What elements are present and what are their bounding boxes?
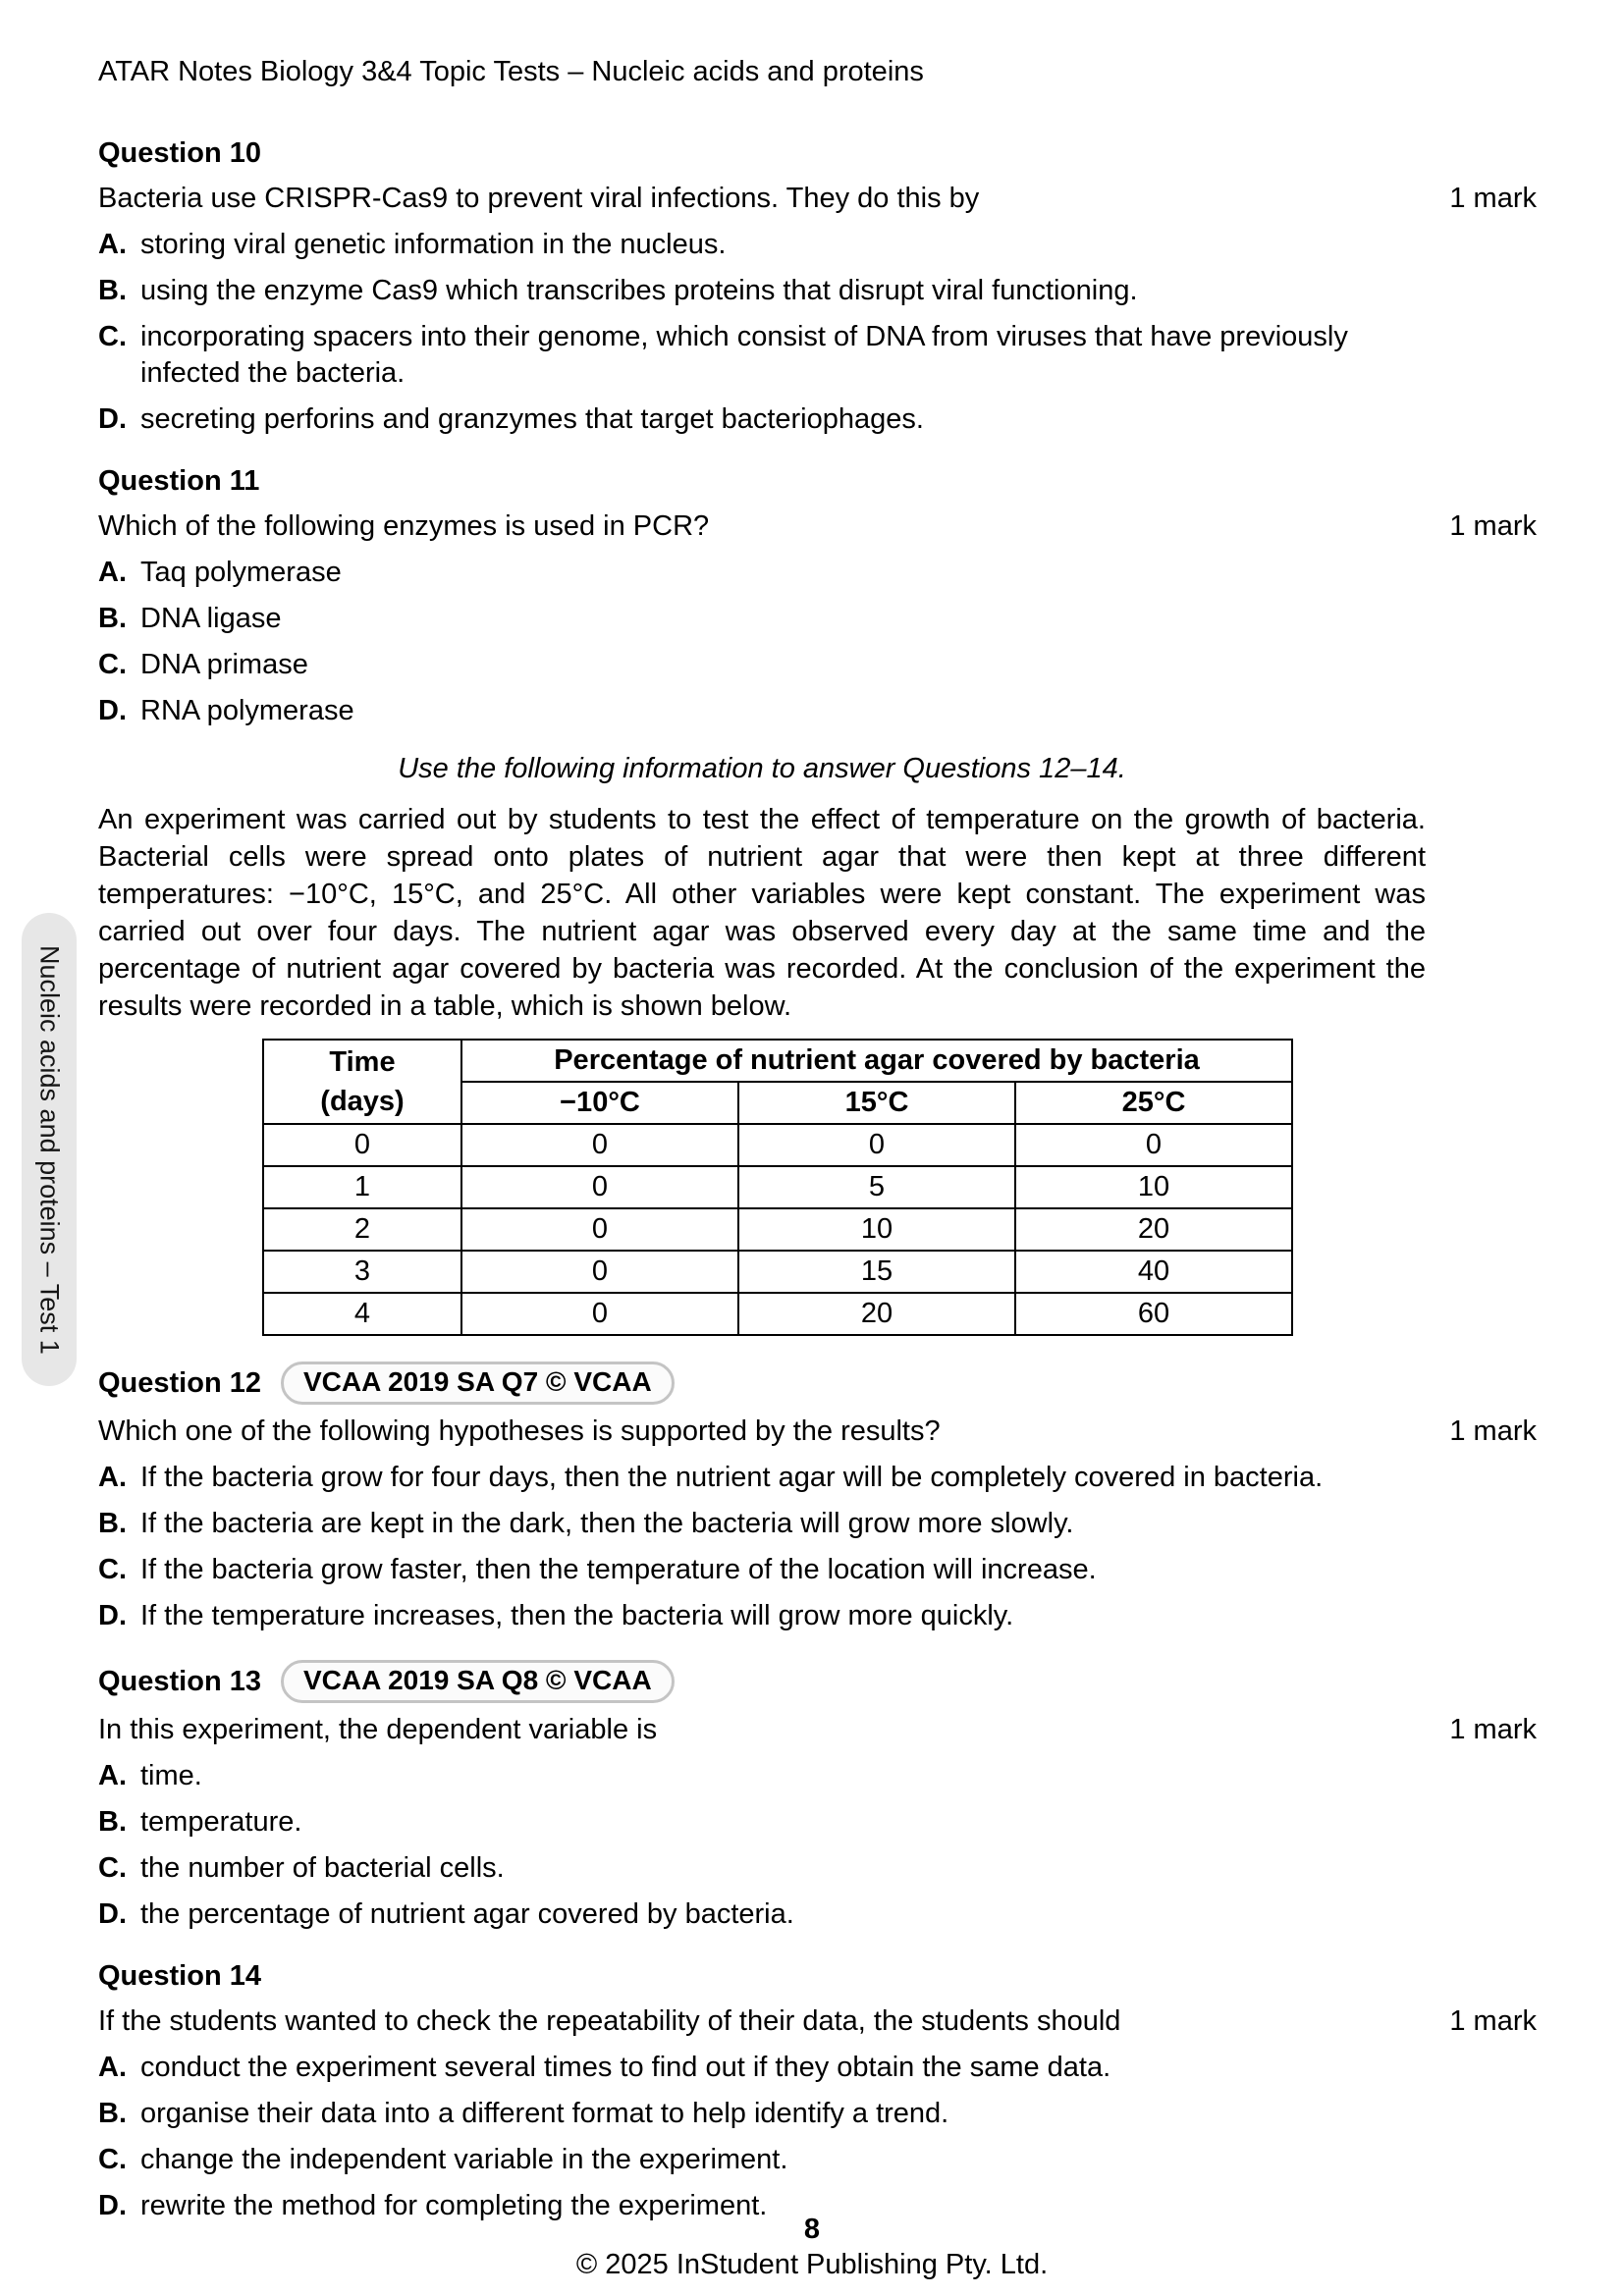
document-header: ATAR Notes Biology 3&4 Topic Tests – Nucleic acids and proteins — [98, 56, 924, 87]
vcaa-source-badge: VCAA 2019 SA Q7 © VCAA — [281, 1362, 675, 1405]
table-cell: 60 — [1015, 1293, 1292, 1335]
option-text: If the temperature increases, then the bacteria will grow more quickly. — [140, 1600, 1014, 1631]
marks-label: 1 mark — [1449, 1714, 1537, 1745]
table-header-temp-minus10: −10°C — [461, 1082, 738, 1124]
option-text: DNA primase — [140, 649, 308, 680]
option-row — [98, 693, 1537, 729]
option-row — [98, 1896, 1537, 1933]
question-12-options — [98, 1460, 1537, 1634]
question-12-heading — [98, 1362, 1537, 1405]
option-row — [98, 1850, 1537, 1887]
option-letter: B. — [98, 603, 127, 634]
option-text: conduct the experiment several times to find out if they obtain the same data. — [140, 2052, 1111, 2083]
question-14-prompt-row — [98, 2003, 1537, 2040]
option-row — [98, 2142, 1537, 2178]
question-10-heading — [98, 135, 1537, 172]
page-number: 8 — [803, 2214, 821, 2245]
table-cell: 10 — [738, 1208, 1015, 1251]
question-14 — [98, 1958, 1537, 2224]
question-prompt: In this experiment, the dependent variable is — [98, 1714, 658, 1745]
option-letter: B. — [98, 1508, 127, 1539]
stimulus-instruction: Use the following information to answer Questions 12–14. — [398, 753, 1126, 784]
option-text: the percentage of nutrient agar covered by bacteria. — [140, 1898, 794, 1930]
results-table — [262, 1039, 1293, 1336]
table-row — [263, 1293, 1292, 1335]
question-prompt: Which one of the following hypotheses is supported by the results? — [98, 1415, 941, 1447]
table-cell: 4 — [263, 1293, 461, 1335]
option-row — [98, 273, 1537, 309]
question-14-heading — [98, 1958, 1537, 1995]
option-text: using the enzyme Cas9 which transcribes proteins that disrupt viral functioning. — [140, 275, 1138, 306]
option-text: Taq polymerase — [140, 557, 342, 588]
option-letter: D. — [98, 403, 127, 435]
option-letter: B. — [98, 275, 127, 306]
option-letter: C. — [98, 1554, 127, 1585]
question-14-options — [98, 2050, 1537, 2224]
table-cell: 10 — [1015, 1166, 1292, 1208]
option-row — [98, 1460, 1537, 1496]
question-number: Question 11 — [98, 465, 260, 497]
question-13-options — [98, 1758, 1537, 1933]
table-row — [263, 1208, 1292, 1251]
option-text: If the bacteria are kept in the dark, then the bacteria will grow more slowly. — [140, 1508, 1074, 1539]
stimulus-passage: An experiment was carried out by students to test the effect of temperature on the growth of bacteria. Bacterial cells were spread onto plates of nutrient agar that were then kept at three different temperatures: −10°C, 15°C, and 25°C. All other variables were kept constant. The experiment was carried out over four days. The nutrient agar was observed every day at the same time and the percentage of nutrient agar covered by bacteria was recorded. At the conclusion of the experiment the results were recorded in a table, which is shown below. — [98, 804, 1426, 1022]
table-header-span: Percentage of nutrient agar covered by bacteria — [461, 1040, 1292, 1082]
table-cell: 0 — [461, 1166, 738, 1208]
table-cell: 2 — [263, 1208, 461, 1251]
table-cell: 20 — [738, 1293, 1015, 1335]
option-letter: C. — [98, 321, 127, 352]
table-header-time-line1: Time — [329, 1046, 396, 1078]
option-letter: C. — [98, 1852, 127, 1884]
option-text: incorporating spacers into their genome, which consist of DNA from viruses that have previously infected the bacteria. — [140, 321, 1348, 389]
table-header-row — [263, 1040, 1292, 1082]
option-text: If the bacteria grow for four days, then the nutrient agar will be completely covered in bacteria. — [140, 1462, 1324, 1493]
question-10-prompt-row — [98, 181, 1537, 217]
option-row — [98, 1552, 1537, 1588]
option-row — [98, 1598, 1537, 1634]
page-footer — [0, 2212, 1624, 2282]
table-row — [263, 1251, 1292, 1293]
table-row — [263, 1166, 1292, 1208]
option-letter: D. — [98, 1898, 127, 1930]
option-letter: C. — [98, 649, 127, 680]
table-header-time — [263, 1040, 461, 1124]
table-cell: 0 — [263, 1124, 461, 1166]
option-text: RNA polymerase — [140, 695, 354, 726]
question-13 — [98, 1660, 1537, 1933]
option-letter: B. — [98, 1806, 127, 1838]
table-cell: 3 — [263, 1251, 461, 1293]
option-text: DNA ligase — [140, 603, 282, 634]
option-letter: C. — [98, 2144, 127, 2175]
table-cell: 0 — [461, 1251, 738, 1293]
option-row — [98, 647, 1537, 683]
option-letter: A. — [98, 1462, 127, 1493]
table-header-time-line2: (days) — [320, 1086, 405, 1117]
table-cell: 40 — [1015, 1251, 1292, 1293]
option-letter: D. — [98, 1600, 127, 1631]
option-row — [98, 227, 1537, 263]
option-letter: A. — [98, 2052, 127, 2083]
marks-label: 1 mark — [1449, 1415, 1537, 1447]
table-header-temp-15: 15°C — [738, 1082, 1015, 1124]
question-prompt: Bacteria use CRISPR-Cas9 to prevent viral infections. They do this by — [98, 183, 980, 214]
question-11 — [98, 463, 1537, 729]
option-row — [98, 1506, 1537, 1542]
vcaa-source-badge: VCAA 2019 SA Q8 © VCAA — [281, 1660, 675, 1703]
option-letter: A. — [98, 229, 127, 260]
option-row — [98, 401, 1537, 438]
table-cell: 0 — [461, 1208, 738, 1251]
table-cell: 1 — [263, 1166, 461, 1208]
question-number: Question 14 — [98, 1960, 261, 1992]
question-prompt: Which of the following enzymes is used in PCR? — [98, 510, 710, 542]
table-cell: 0 — [461, 1124, 738, 1166]
question-10 — [98, 135, 1537, 438]
marks-label: 1 mark — [1449, 2005, 1537, 2037]
copyright-line: © 2025 InStudent Publishing Pty. Ltd. — [575, 2249, 1049, 2280]
option-text: secreting perforins and granzymes that target bacteriophages. — [140, 403, 924, 435]
table-cell: 0 — [1015, 1124, 1292, 1166]
option-text: change the independent variable in the experiment. — [140, 2144, 788, 2175]
option-text: rewrite the method for completing the experiment. — [140, 2190, 768, 2221]
option-text: the number of bacterial cells. — [140, 1852, 505, 1884]
option-row — [98, 601, 1537, 637]
option-letter: A. — [98, 1760, 127, 1791]
option-text: storing viral genetic information in the nucleus. — [140, 229, 727, 260]
option-row — [98, 319, 1537, 392]
side-tab — [22, 913, 77, 1386]
table-cell: 0 — [461, 1293, 738, 1335]
option-row — [98, 555, 1537, 591]
question-13-heading — [98, 1660, 1537, 1703]
table-header-temp-25: 25°C — [1015, 1082, 1292, 1124]
question-number: Question 10 — [98, 137, 261, 169]
table-cell: 20 — [1015, 1208, 1292, 1251]
option-letter: A. — [98, 557, 127, 588]
question-10-options — [98, 227, 1537, 438]
option-letter: D. — [98, 695, 127, 726]
table-cell: 0 — [738, 1124, 1015, 1166]
question-number: Question 12 — [98, 1366, 261, 1399]
option-letter: D. — [98, 2190, 127, 2221]
option-row — [98, 1804, 1537, 1841]
marks-label: 1 mark — [1449, 183, 1537, 214]
side-tab-label: Nucleic acids and proteins – Test 1 — [34, 944, 65, 1355]
option-text: organise their data into a different format to help identify a trend. — [140, 2098, 949, 2129]
option-text: temperature. — [140, 1806, 302, 1838]
question-12-prompt-row — [98, 1414, 1537, 1450]
option-text: time. — [140, 1760, 202, 1791]
question-13-prompt-row — [98, 1712, 1537, 1748]
option-row — [98, 2096, 1537, 2132]
table-row — [263, 1124, 1292, 1166]
question-number: Question 13 — [98, 1665, 261, 1697]
question-11-heading — [98, 463, 1537, 500]
option-letter: B. — [98, 2098, 127, 2129]
table-cell: 15 — [738, 1251, 1015, 1293]
table-cell: 5 — [738, 1166, 1015, 1208]
question-11-options — [98, 555, 1537, 729]
question-prompt: If the students wanted to check the repeatability of their data, the students should — [98, 2005, 1121, 2037]
option-row — [98, 1758, 1537, 1794]
option-text: If the bacteria grow faster, then the temperature of the location will increase. — [140, 1554, 1097, 1585]
question-11-prompt-row — [98, 508, 1537, 545]
question-12 — [98, 1362, 1537, 1634]
page-content — [98, 0, 1537, 2224]
option-row — [98, 2050, 1537, 2086]
marks-label: 1 mark — [1449, 510, 1537, 542]
